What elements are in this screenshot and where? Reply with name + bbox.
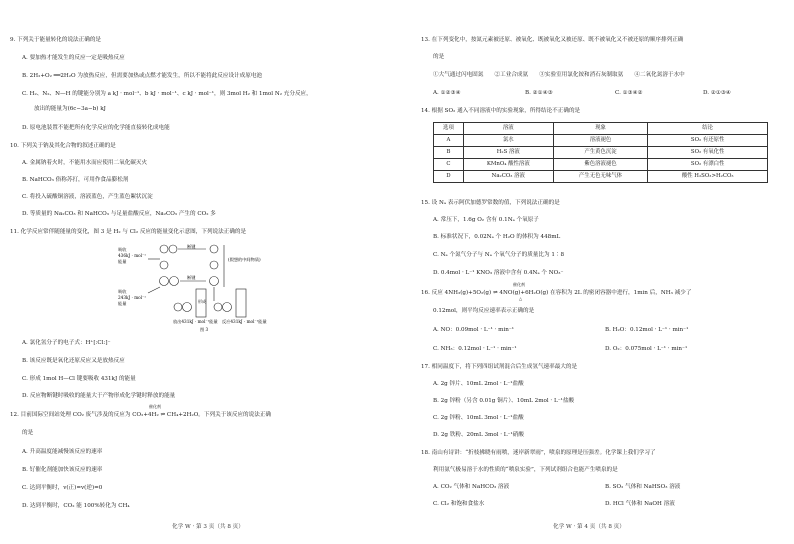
q12-catalyst-label: 催化剂: [149, 404, 161, 409]
left-page-footer: 化学 W · 第 3 页（共 8 页）: [172, 524, 244, 530]
q16-option-a: A. NO：0.09mol · L⁻¹ · min⁻¹: [433, 327, 515, 333]
absorb-label-2: 吸收: [118, 289, 127, 294]
table-cell: H₂S 溶液: [463, 147, 553, 159]
q17-option-d: D. 2g 铁粉、20mL 3mol · L⁻¹硝酸: [433, 432, 524, 438]
table-cell: 产生黄色沉淀: [553, 147, 648, 159]
h-atom-circle: [169, 245, 177, 253]
q10-option-d: D. 等质量的 Na₂CO₃ 和 NaHCO₃ 与足量盐酸反应，Na₂CO₃ 产生的 CO₂ 多: [22, 211, 216, 217]
form-label: 形成: [198, 299, 206, 304]
q10-option-c: C. 将投入硫酸铜溶液，溶液蓝色，产生蓝色絮状沉淀: [22, 194, 153, 200]
absorb-label-1: 吸收: [118, 247, 127, 252]
q11-option-a: A. 氯化氢分子的电子式：H⁺[:Cl:]⁻: [22, 340, 111, 346]
table-cell: SO₂ 有氧化性: [648, 147, 768, 159]
q18-option-b: B. SO₂ 气体和 NaHSO₃ 溶液: [605, 484, 681, 490]
table-cell: 紫色溶液褪色: [553, 159, 648, 171]
table-row: [434, 159, 768, 171]
table-row: [434, 135, 768, 147]
q15-option-c: C. Nₐ 个氮气分子与 Nₐ 个氧气分子的质量比为 1∶8: [433, 252, 565, 258]
table-cell: KMnO₄ 酸性溶液: [463, 159, 553, 171]
energy-label-1: 能量: [118, 259, 127, 264]
q16-option-d: D. O₂：0.075mol · L⁻¹ · min⁻¹: [605, 346, 688, 352]
table-cell: 酸性 H₂SO₃>H₂CO₃: [648, 171, 768, 183]
q10-option-b: B. NaHCO₃ 俗称苏打，可用作食品膨松剂: [22, 177, 129, 183]
q18-stem: 18. 南山有诗讲：“折枝拂晓有雨喷，迷岸新翠雨”，喷泉的原理是压强差。化学课上我们学习了: [421, 450, 656, 456]
table-cell: 产生无色无味气体: [553, 171, 648, 183]
q13-option-d: D. ②①③④: [703, 90, 731, 96]
figure-caption: 图 3: [200, 327, 209, 332]
q13-option-a: A. ①②③④: [433, 90, 461, 96]
q12-option-b: B. 钌催化剂能加快该反应的速率: [22, 467, 103, 473]
release-energy-1: 放出431kJ · mol⁻¹能量: [173, 319, 218, 324]
q16-option-b: B. H₂O：0.12mol · L⁻¹ · min⁻¹: [605, 327, 689, 333]
q18-option-c: C. Cl₂ 和饱和食盐水: [433, 501, 485, 507]
q14-table: [433, 122, 768, 183]
q11-option-d: D. 反应物断键时吸收的能量大于产物形成化学键时释放的能量: [22, 393, 176, 399]
q9-option-d: D. 原电池装置不能把所有化学反应的化学能直接转化成电能: [22, 125, 170, 131]
q12-option-a: A. 升高温度能减慢该反应的速率: [22, 449, 103, 455]
q17-option-c: C. 2g 锌粉、10mL 3mol · L⁻¹盐酸: [433, 415, 524, 421]
table-cell: SO₂ 有还原性: [648, 135, 768, 147]
q17-option-a: A. 2g 锌片、10mL 2mol · L⁻¹盐酸: [433, 381, 524, 387]
table-cell: SO₂ 有漂白性: [648, 159, 768, 171]
q16-heat-label: △: [519, 296, 523, 301]
cl-atom-circle: [170, 277, 179, 286]
q9-option-b: B. 2H₂+O₂ ══2H₂O 为放热反应，但需要加热或点燃才能发生，所以不能将此反应设计成原电池: [22, 73, 263, 79]
energy-diagram-svg: [118, 243, 293, 333]
q17-option-b: B. 2g 锌粉（另含 0.01g 铜片）、10mL 2mol · L⁻¹盐酸: [433, 398, 575, 404]
h-atom-circle: [210, 261, 218, 269]
q15-stem: 15. 设 Nₐ 表示阿伏加德罗常数的值，下列说法正确的是: [421, 200, 560, 206]
h-atom-circle: [214, 303, 222, 311]
q14-stem: 14. 根据 SO₂ 通入不同溶液中的实验现象，所得结论不正确的是: [421, 108, 581, 114]
table-header-cell: 现象: [553, 123, 648, 135]
q11-option-b: B. 该反应既是氧化还原反应又是放热反应: [22, 358, 125, 364]
h-atom-circle: [174, 303, 182, 311]
breakbond-label-1: 断键: [187, 244, 196, 249]
q9-stem: 9. 下列关于能量转化的说法正确的是: [10, 37, 102, 43]
table-row: [434, 147, 768, 159]
q16-stem-cont: 0.12mol，则平均反应速率表示正确的是: [433, 308, 535, 314]
absorb-value-2: 243kJ · mol⁻¹: [118, 295, 146, 300]
table-cell: Na₂CO₃ 溶液: [463, 171, 553, 183]
q12-stem-cont: 的是: [22, 430, 34, 436]
table-cell: 氯水: [463, 135, 553, 147]
q17-stem: 17. 相同温度下，将下列四组试剂混合后生成氢气速率最大的是: [421, 364, 578, 370]
q15-option-a: A. 常压下，1.6g O₂ 含有 0.1Nₐ 个氧原子: [433, 217, 539, 223]
cl-atom-circle: [183, 303, 192, 312]
table-cell: A: [434, 135, 464, 147]
table-row: [434, 171, 768, 183]
q10-stem: 10. 下列关于钠及其化合物的叙述正确的是: [10, 143, 116, 149]
table-header-cell: 选项: [434, 123, 464, 135]
q13-option-b: B. ②①④③: [525, 90, 553, 96]
absorb-value-1: 436kJ · mol⁻¹: [118, 253, 146, 258]
q13-stem: 13. 在下列变化中，按氮元素被还原、被氧化、既被氧化又被还原、既不被氧化又不被还原的顺序排列正确: [421, 37, 684, 43]
q9-option-c-cont: 放出的能量为(6c−3a−b) kJ: [34, 106, 106, 112]
h-atom-circle: [210, 245, 218, 253]
cl-atom-circle: [223, 303, 232, 312]
q13-items: ①大气通过闪电固氮 ②工业合成氨 ③实验室用氯化铵和消石灰制取氨 ④二氧化氮溶于水中: [433, 72, 685, 78]
q18-option-a: A. CO₂ 气体和 NaHCO₃ 溶液: [433, 484, 510, 490]
energy-label-2: 能量: [118, 301, 127, 306]
q12-option-d: D. 达到平衡时，CO₂ 能 100%转化为 CH₄: [22, 503, 130, 509]
q15-option-b: B. 标准状况下，0.02Nₐ 个 H₂O 的体积为 448mL: [433, 234, 561, 240]
q13-stem-cont: 的是: [433, 54, 445, 60]
q18-stem-cont: 利用氨气极易溶于水的性质的“喷泉实验”，下列试剂组合也能产生喷泉的是: [433, 467, 618, 473]
right-page: [397, 0, 794, 544]
intermediate-label: (假想的中间物质): [228, 257, 261, 262]
cl-atom-circle: [160, 277, 169, 286]
breakbond-label-2: 断键: [187, 275, 196, 280]
arrow-line: [148, 287, 160, 293]
h-atom-circle: [160, 261, 168, 269]
h-atom-circle: [160, 245, 168, 253]
q13-option-c: C. ①③④②: [615, 90, 643, 96]
q12-option-c: C. 达到平衡时，v(正)=v(逆)=0: [22, 485, 103, 491]
table-cell: B: [434, 147, 464, 159]
energy-diagram: [118, 243, 293, 333]
release-energy-2: 反应431kJ · mol⁻¹能量: [222, 319, 267, 324]
q16-stem: 16. 反应 4NH₃(g)+5O₂(g) ⇌ 4NO(g)+6H₂O(g) 在容积为 2L 的密闭容器中进行，1min 后，NH₃ 减少了: [421, 290, 692, 296]
form-box-2: [236, 289, 246, 317]
q10-option-a: A. 金属钠着火时，不能用水而应使用二氧化碳灭火: [22, 160, 148, 166]
table-header-cell: 溶液: [463, 123, 553, 135]
q18-option-d: D. HCl 气体和 NaOH 溶液: [605, 501, 675, 507]
q11-stem: 11. 化学反应常伴随能量的变化，图 3 是 H₂ 与 Cl₂ 反应的能量变化示意图，下列说法正确的是: [10, 229, 247, 235]
q16-catalyst-label: 催化剂: [513, 282, 525, 287]
q11-option-c: C. 形成 1mol H—Cl 键要吸收 431kJ 的能量: [22, 376, 136, 382]
table-header-cell: 结论: [648, 123, 768, 135]
q9-option-a: A. 要加热才能发生的反应一定是吸热反应: [22, 55, 125, 61]
cl-atom-circle: [210, 277, 219, 286]
q9-option-c: C. H₂、N₂、N—H 的键能分别为 a kJ · mol⁻¹、b kJ · mol⁻¹、c kJ · mol⁻¹，则 3mol H₂ 和 1mol N₂ 充分反应，: [22, 91, 312, 97]
q15-option-d: D. 0.4mol · L⁻¹ KNO₃ 溶液中含有 0.4Nₐ 个 NO₃⁻: [433, 270, 564, 276]
right-page-footer: 化学 W · 第 4 页（共 8 页）: [553, 524, 625, 530]
q12-stem: 12. 目前国际空间站处理 CO₂ 废气涉及的反应为 CO₂+4H₂ ⇌ CH₄+2H₂O。下列关于该反应的说法正确: [10, 412, 272, 418]
table-cell: D: [434, 171, 464, 183]
table-cell: 溶液褪色: [553, 135, 648, 147]
table-header-row: [434, 123, 768, 135]
table-cell: C: [434, 159, 464, 171]
q16-option-c: C. NH₃：0.12mol · L⁻¹ · min⁻¹: [433, 346, 517, 352]
